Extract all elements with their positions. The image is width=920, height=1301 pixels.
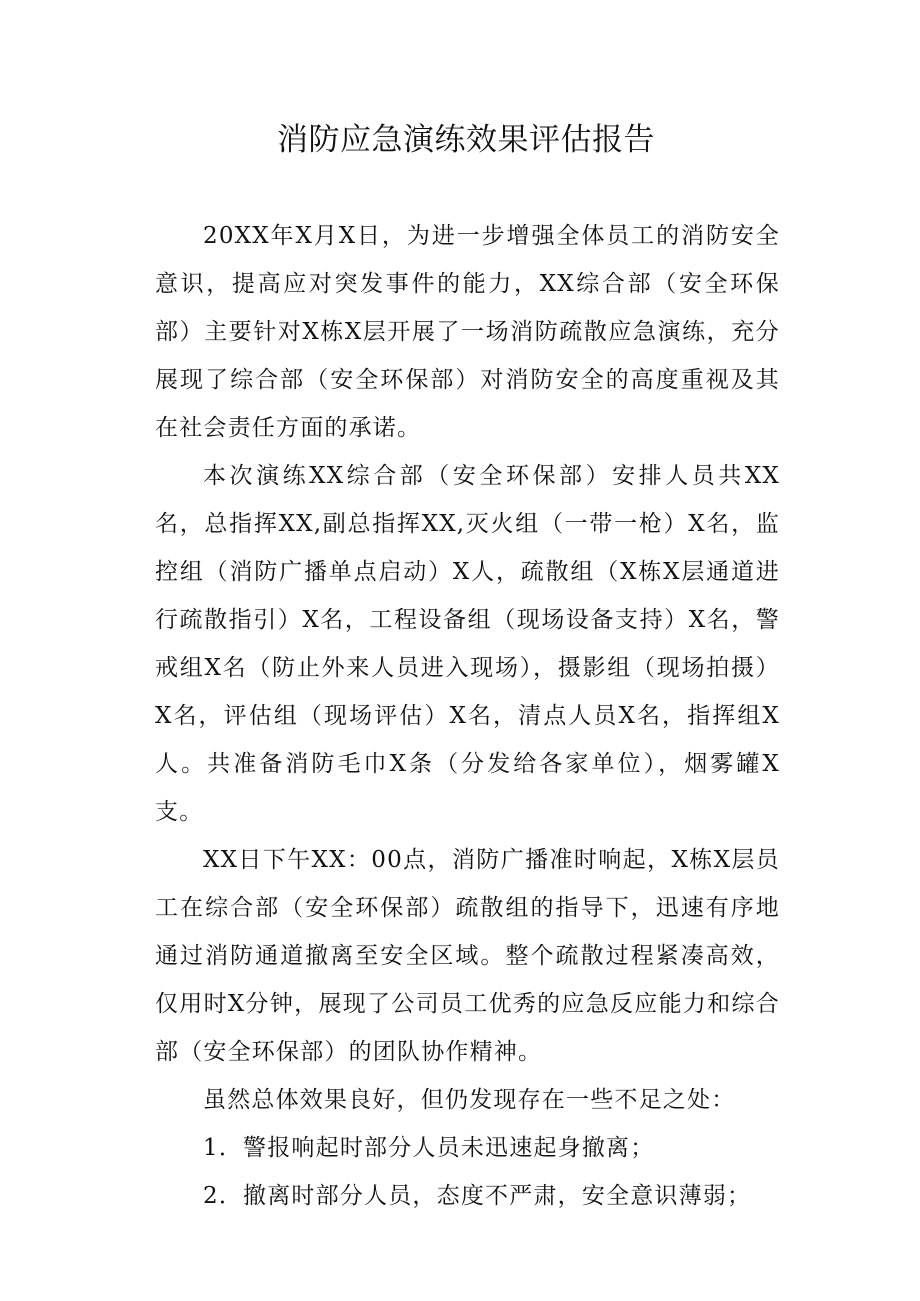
document-title: 消防应急演练效果评估报告 xyxy=(277,122,655,158)
paragraph-intro: 20XX年X月X日，为进一步增强全体员工的消防安全意识，提高应对突发事件的能力，XX综合部（安全环保部）主要针对X栋X层开展了一场消防疏散应急演练，充分展现了综合部（安全环保部）对消防安全的高度重视及其在社会责任方面的承诺。 xyxy=(155,223,780,441)
list-item-1: 1．警报响起时部分人员未迅速起身撤离； xyxy=(203,1135,655,1161)
paragraph-drill-process: XX日下午XX：00点，消防广播准时响起，X栋X层员工在综合部（安全环保部）疏散组的指导下，迅速有序地通过消防通道撤离至安全区域。整个疏散过程紧凑高效，仅用时X分钟，展现了公司员工优秀的应急反应能力和综合部（安全环保部）的团队协作精神。 xyxy=(155,847,780,1065)
paragraph-shortcomings-intro: 虽然总体效果良好，但仍发现存在一些不足之处： xyxy=(203,1087,736,1113)
list-item-2: 2．撤离时部分人员，态度不严肃，安全意识薄弱； xyxy=(203,1183,752,1209)
document-body xyxy=(155,212,780,1220)
paragraph-staffing: 本次演练XX综合部（安全环保部）安排人员共XX名，总指挥XX,副总指挥XX,灭火组（一带一枪）X名，监控组（消防广播单点启动）X人，疏散组（X栋X层通道进行疏散指引）X名，工程设备组（现场设备支持）X名，警戒组X名（防止外来人员进入现场），摄影组（现场拍摄）X名，评估组（现场评估）X名，清点人员X名，指挥组X人。共准备消防毛巾X条（分发给各家单位），烟雾罐X支。 xyxy=(155,463,780,825)
